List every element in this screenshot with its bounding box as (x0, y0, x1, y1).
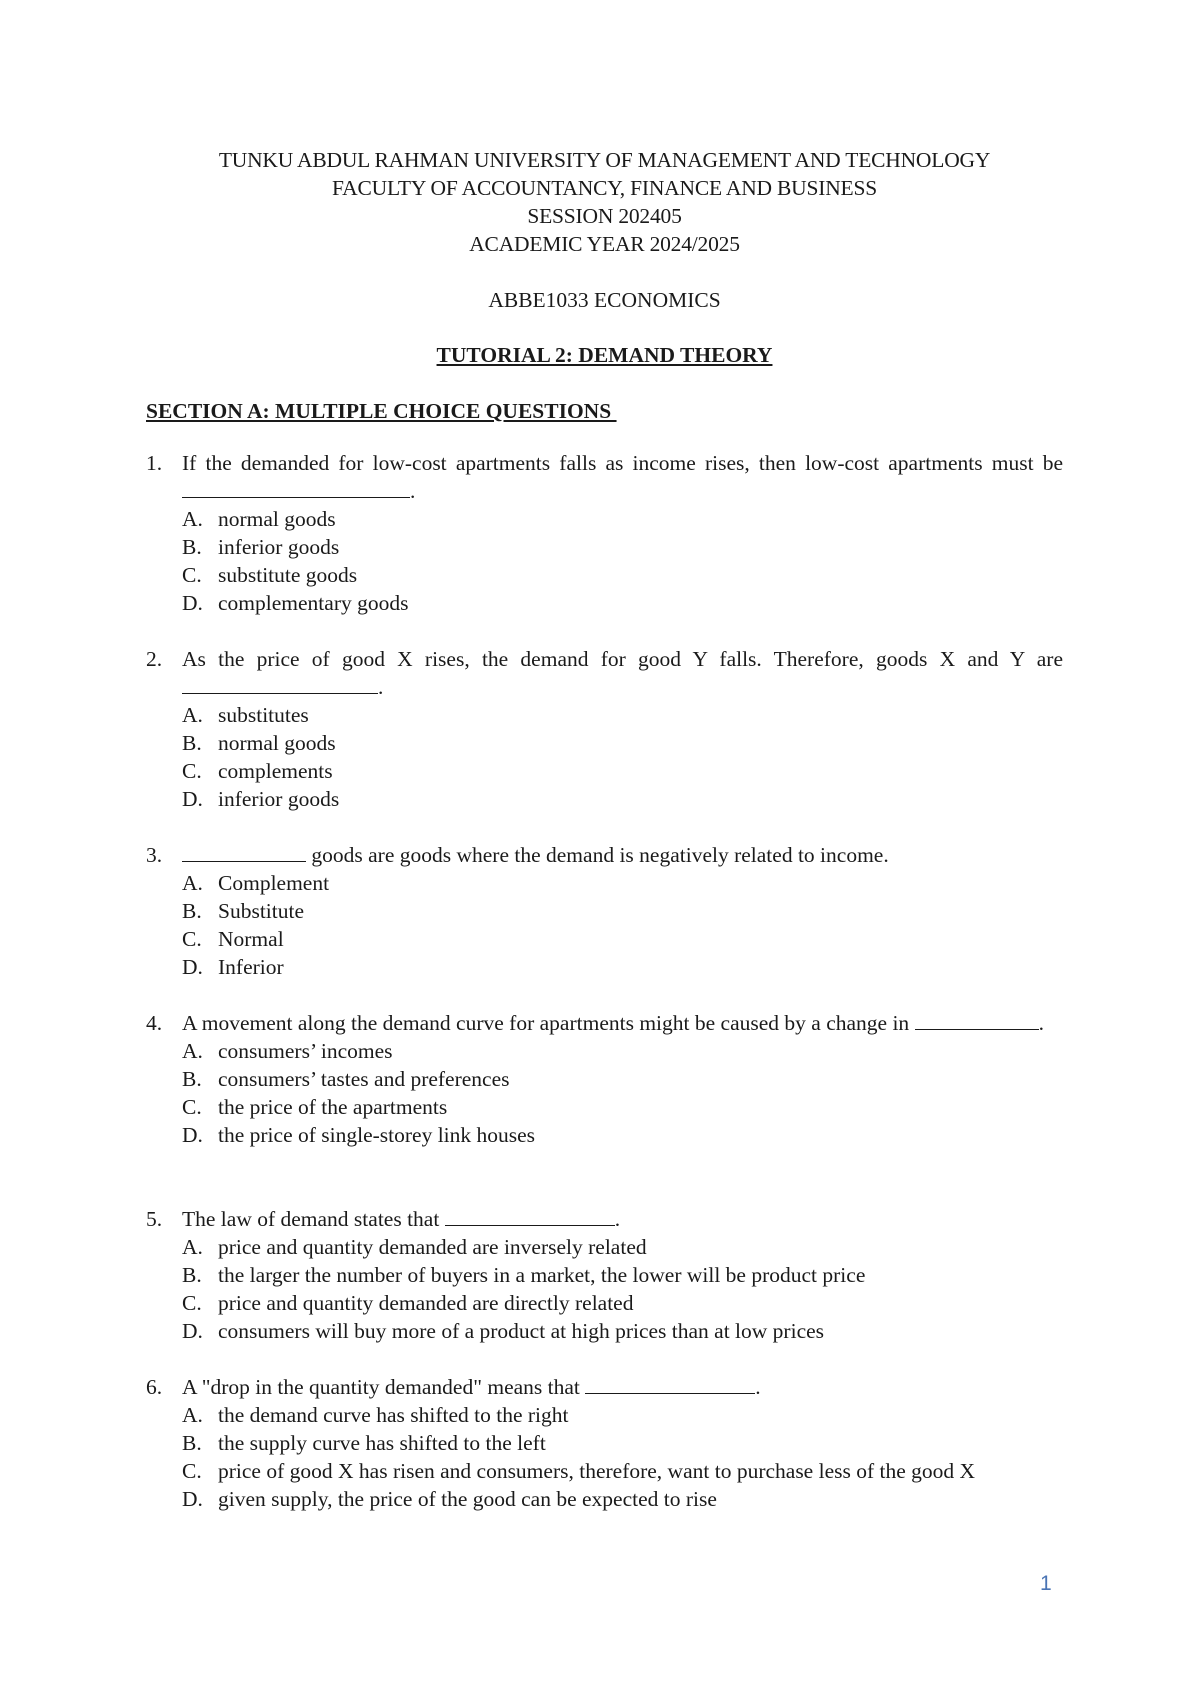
option-b: B. inferior goods (182, 535, 340, 559)
question-3 (146, 841, 1063, 981)
question-number: 3. (146, 843, 163, 867)
section-title: SECTION A: MULTIPLE CHOICE QUESTIONS (146, 399, 617, 423)
option-d: D. Inferior (182, 955, 284, 979)
option-c: C. the price of the apartments (182, 1095, 448, 1119)
option-list (182, 1233, 1063, 1345)
option-c: C. price of good X has risen and consumers, therefore, want to purchase less of the good X (182, 1459, 976, 1483)
university-name: TUNKU ABDUL RAHMAN UNIVERSITY OF MANAGEMENT AND TECHNOLOGY (218, 148, 991, 172)
option-c: C. complements (182, 759, 333, 783)
answer-blank (182, 841, 306, 862)
option-list (182, 1401, 1063, 1513)
option-d: D. complementary goods (182, 591, 409, 615)
option-b: B. the supply curve has shifted to the left (182, 1431, 546, 1455)
option-a: A. substitutes (182, 703, 309, 727)
question-text: As the price of good X rises, the demand for good Y falls. Therefore, goods X and Y are . (182, 647, 1063, 699)
option-c: C. substitute goods (182, 563, 358, 587)
option-a: A. the demand curve has shifted to the right (182, 1403, 569, 1427)
option-d: D. the price of single-storey link houses (182, 1123, 536, 1147)
question-text: A "drop in the quantity demanded" means that . (182, 1375, 761, 1399)
tutorial-title: TUTORIAL 2: DEMAND THEORY (436, 343, 773, 367)
option-d: D. given supply, the price of the good can be expected to rise (182, 1487, 717, 1511)
option-b: B. normal goods (182, 731, 336, 755)
option-list (182, 869, 1063, 981)
question-text: goods are goods where the demand is negatively related to income. (182, 841, 1063, 869)
question-1 (146, 449, 1063, 617)
question-number: 1. (146, 451, 163, 475)
question-number: 6. (146, 1375, 163, 1399)
option-list (182, 1037, 1063, 1149)
question-2 (146, 645, 1063, 813)
option-d: D. consumers will buy more of a product at high prices than at low prices (182, 1319, 825, 1343)
question-text: If the demanded for low-cost apartments falls as income rises, then low-cost apartments must be . (182, 451, 1063, 503)
answer-blank (182, 477, 410, 498)
option-list (182, 701, 1063, 813)
question-4 (146, 1009, 1063, 1149)
option-c: C. price and quantity demanded are directly related (182, 1291, 634, 1315)
question-number: 5. (146, 1207, 163, 1231)
option-a: A. price and quantity demanded are inversely related (182, 1235, 647, 1259)
option-d: D. inferior goods (182, 787, 340, 811)
answer-blank (915, 1009, 1039, 1030)
answer-blank (182, 673, 378, 694)
course-title: ABBE1033 ECONOMICS (488, 288, 721, 312)
option-b: B. consumers’ tastes and preferences (182, 1067, 510, 1091)
document-header (146, 146, 1063, 258)
option-b: B. the larger the number of buyers in a market, the lower will be product price (182, 1263, 866, 1287)
question-text: A movement along the demand curve for apartments might be caused by a change in . (182, 1011, 1044, 1035)
question-5 (146, 1205, 1063, 1345)
option-list (182, 505, 1063, 617)
option-a: A. consumers’ incomes (182, 1039, 393, 1063)
page-number: 1 (1040, 1572, 1052, 1595)
faculty-name: FACULTY OF ACCOUNTANCY, FINANCE AND BUSINESS (332, 176, 877, 200)
answer-blank (445, 1205, 615, 1226)
question-number: 4. (146, 1011, 163, 1035)
academic-year-label: ACADEMIC YEAR 2024/2025 (469, 232, 740, 256)
option-c: C. Normal (182, 927, 284, 951)
question-6 (146, 1373, 1063, 1513)
session-label: SESSION 202405 (527, 204, 682, 228)
option-a: A. normal goods (182, 507, 336, 531)
question-text: The law of demand states that . (182, 1207, 621, 1231)
option-b: B. Substitute (182, 899, 305, 923)
question-number: 2. (146, 647, 163, 671)
answer-blank (585, 1373, 755, 1394)
option-a: A. Complement (182, 871, 330, 895)
